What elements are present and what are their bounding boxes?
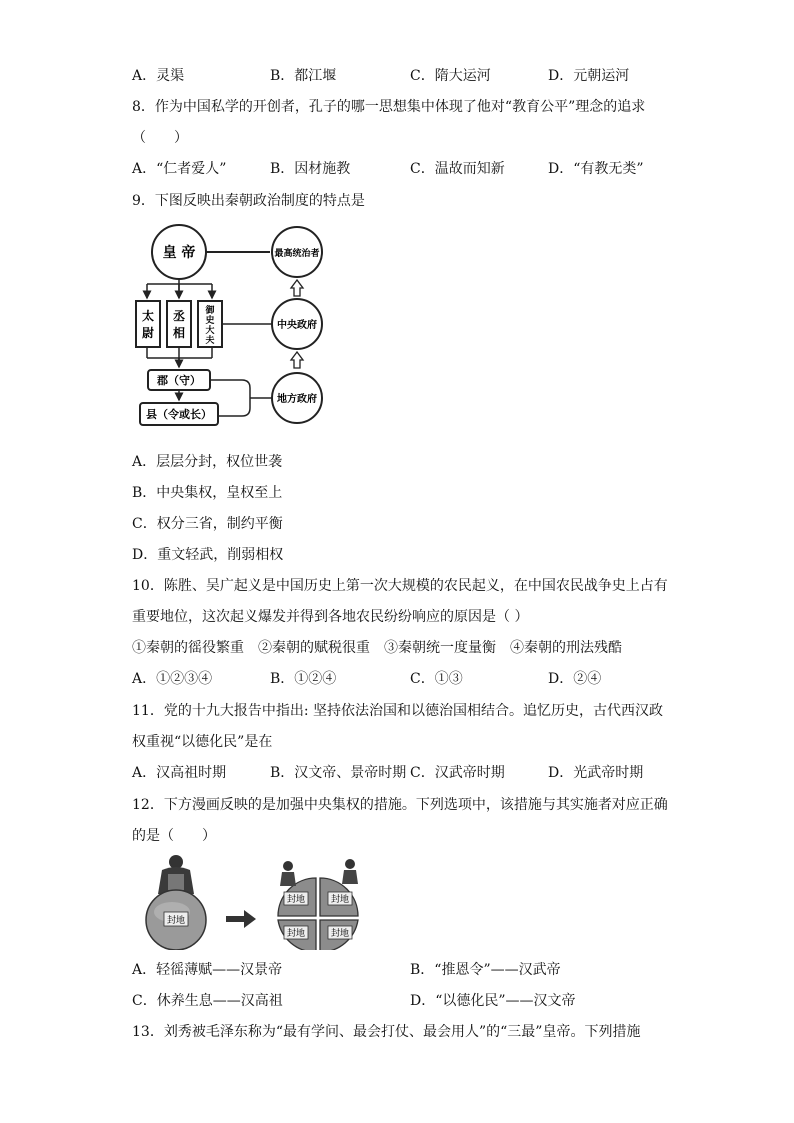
q10-stem-line1: 10．陈胜、吴广起义是中国历史上第一次大规模的农民起义，在中国农民战争史上占有 [132,578,668,594]
svg-text:史: 史 [205,316,215,326]
q9-option-d: D．重文轻武，削弱相权 [132,547,284,563]
county-label: 县（令或长） [146,408,212,421]
svg-text:大: 大 [205,326,215,336]
q8-stem-line1: 8．作为中国私学的开创者，孔子的哪一思想集中体现了他对“教育公平”理念的追求 [132,99,646,115]
chengxiang-label-2: 相 [172,326,186,340]
q10-stem-line2: 重要地位，这次起义爆发并得到各地农民纷纷响应的原因是（ ） [132,609,529,625]
local-gov-label: 地方政府 [277,394,317,405]
emperor-label: 皇 帝 [162,245,196,261]
chengxiang-box [167,301,191,347]
q11-option-d: D．光武帝时期 [548,765,644,781]
taiwei-box [136,301,160,347]
q12-option-a: A．轻徭薄赋——汉景帝 [132,962,283,978]
q9-stem: 9．下图反映出秦朝政治制度的特点是 [132,193,365,209]
q12-option-d: D．“以德化民”——汉文帝 [410,993,576,1009]
q11-stem-line2: 权重视“以德化民”是在 [132,734,273,750]
q10-option-c: C．①③ [410,671,463,687]
taiwei-label-1: 太 [141,309,155,323]
q10-option-d: D．②④ [548,671,602,687]
fief-division-cartoon [132,850,372,950]
q12-stem-line1: 12．下方漫画反映的是加强中央集权的措施。下列选项中，该措施与其实施者对应正确 [132,797,668,813]
q10-option-a: A．①②③④ [132,671,213,687]
q8-option-b: B．因材施教 [270,161,351,177]
q10-statements: ①秦朝的徭役繁重 ②秦朝的赋税很重 ③秦朝统一度量衡 ④秦朝的刑法残酷 [132,640,622,656]
q12-stem-line2: 的是（ ） [132,828,216,844]
q9-option-b: B．中央集权，皇权至上 [132,485,283,501]
small-fief-label-1: 封地 [286,895,306,905]
q13-stem-line1: 13．刘秀被毛泽东称为“最有学问、最会打仗、最会用人”的“三最”皇帝。下列措施 [132,1024,641,1040]
central-gov-label: 中央政府 [277,320,317,331]
commandery-label: 郡（守） [157,374,201,387]
q9-option-c: C．权分三省，制约平衡 [132,516,283,532]
small-fief-label-3: 封地 [286,929,306,939]
q11-option-c: C．汉武帝时期 [410,765,505,781]
q11-option-a: A．汉高祖时期 [132,765,227,781]
q7-option-c: C．隋大运河 [410,68,491,84]
q8-option-d: D．“有教无类” [548,161,644,177]
small-fief-label-2: 封地 [330,895,350,905]
q7-option-a: A．灵渠 [132,68,185,84]
q8-option-c: C．温故而知新 [410,161,505,177]
big-fief-label: 封地 [166,916,186,926]
q12-option-c: C．休养生息——汉高祖 [132,993,283,1009]
q10-option-b: B．①②④ [270,671,337,687]
q8-stem-line2: （ ） [132,130,188,146]
q7-option-d: D．元朝运河 [548,68,630,84]
division-arrow [226,910,256,928]
svg-text:御: 御 [205,306,215,316]
svg-text:夫: 夫 [205,336,215,346]
chengxiang-label-1: 丞 [172,309,186,323]
taiwei-label-2: 尉 [141,326,155,340]
q11-stem-line1: 11．党的十九大报告中指出: 坚持依法治国和以德治国相结合。追忆历史，古代西汉政 [132,703,663,719]
supreme-ruler-label: 最高统治者 [274,249,320,259]
lord-figure [158,855,194,894]
q7-option-b: B．都江堰 [270,68,337,84]
q8-option-a: A．“仁者爱人” [132,161,227,177]
q12-option-b: B．“推恩令”——汉武帝 [410,962,561,978]
small-fief-label-4: 封地 [330,929,350,939]
q11-option-b: B．汉文帝、景帝时期 [270,765,407,781]
qin-political-system-diagram [132,222,332,432]
q9-option-a: A．层层分封，权位世袭 [132,454,283,470]
